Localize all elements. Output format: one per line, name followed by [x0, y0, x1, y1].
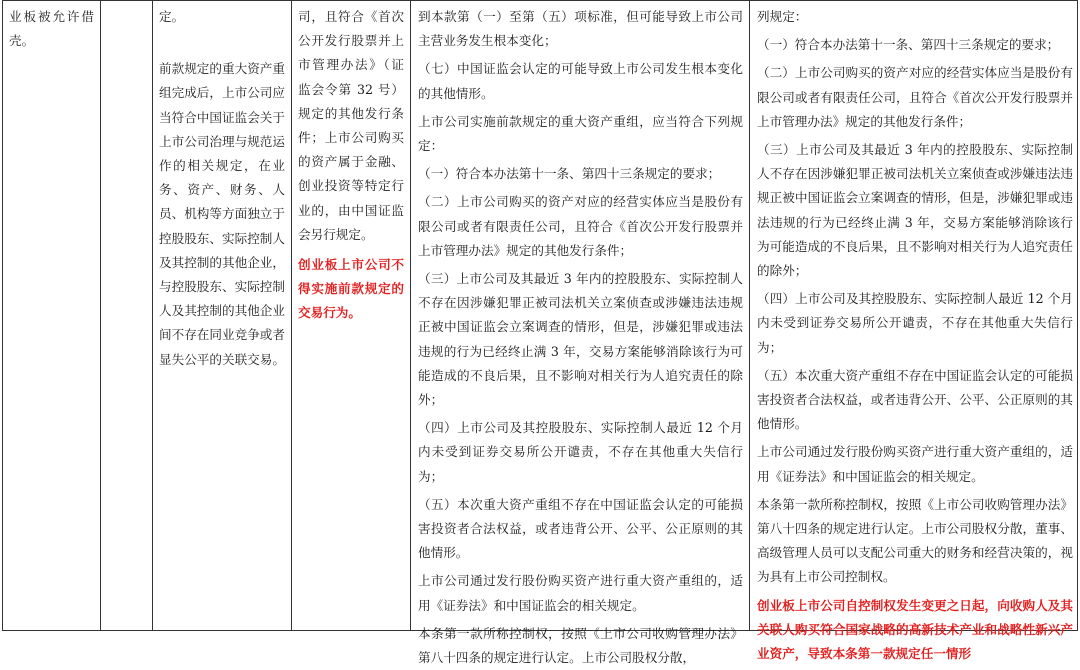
- table-column-3: [153, 1, 292, 630]
- cell-text: 业板被允许借壳。: [9, 9, 94, 49]
- cell-text: 列规定：: [757, 9, 808, 24]
- cell-text: （一）符合本办法第十一条、第四十三条规定的要求；: [418, 166, 721, 182]
- cell-text: （五）本次重大资产重组不存在中国证监会认定的可能损害投资者合法权益，或者违背公开、公平、公正原则的其他情形。: [757, 367, 1073, 432]
- cell-text: 前款规定的重大资产重组完成后，上市公司应当符合中国证监会关于上市公司治理与规范运作的相关规定，在业务、资产、财务、人员、机构等方面独立于控股股东、实际控制人及其控制的其他企业，与控股股东、实际控制人及其控制的其他企业间不存在同业竞争或者显失公平的关联交易。: [159, 61, 285, 367]
- cell-text: 上市公司通过发行股份购买资产进行重大资产重组的，适用《证券法》和中国证监会的相关规定。: [418, 573, 743, 613]
- table-column-6: [750, 1, 1079, 662]
- highlight-text: 创业板上市公司不得实施前款规定的交易行为。: [298, 257, 404, 321]
- cell-text: 到本款第（一）至第（五）项标准，但可能导致上市公司主营业务发生根本变化；: [418, 9, 743, 49]
- cell-text: （七）中国证监会认定的可能导致上市公司发生根本变化的其他情形。: [418, 61, 743, 101]
- cell-text: 本条第一款所称控制权，按照《上市公司收购管理办法》第八十四条的规定进行认定。上市公司股权分散，董事、高级管理人员可以支配公司重大的财务和经营决策的，视为具有上市公司控制权。: [757, 496, 1073, 585]
- cell-text: （三）上市公司及其最近 3 年内的控股股东、实际控制人不存在因涉嫌犯罪正被司法机关立案侦查或涉嫌违法违规正被中国证监会立案调查的情形，但是，涉嫌犯罪或违法违规的行为已经终止满 3 年，交易方案能够消除该行为可能造成的不良后果，且不影响对相关行为人追究责任的除外；: [418, 271, 743, 408]
- cell-text: （一）符合本办法第十一条、第四十三条规定的要求；: [757, 37, 1060, 53]
- table-column-1: [3, 1, 101, 630]
- cell-text: （五）本次重大资产重组不存在中国证监会认定的可能损害投资者合法权益，或者违背公开、公平、公正原则的其他情形。: [418, 496, 743, 561]
- cell-text: 上市公司通过发行股份购买资产进行重大资产重组的，适用《证券法》和中国证监会的相关规定。: [757, 444, 1073, 484]
- cell-text: （二）上市公司购买的资产对应的经营实体应当是股份有限公司或者有限责任公司，且符合《首次公开发行股票并上市管理办法》规定的其他发行条件；: [757, 65, 1073, 129]
- cell-text: （四）上市公司及其控股股东、实际控制人最近 12 个月内未受到证券交易所公开谴责，不存在其他重大失信行为；: [418, 420, 743, 484]
- cell-text: 上市公司实施前款规定的重大资产重组，应当符合下列规定：: [418, 113, 743, 154]
- cell-text: 司，且符合《首次公开发行股票并上市管理办法》（证监会令第 32 号）规定的其他发行条件；上市公司购买的资产属于金融、创业投资等特定行业的，由中国证监会另行规定。: [298, 9, 404, 242]
- cell-text: （四）上市公司及其控股股东、实际控制人最近 12 个月内未受到证券交易所公开谴责，不存在其他重大失信行为；: [757, 291, 1073, 355]
- highlight-text: 创业板上市公司自控制权发生变更之日起，向收购人及其关联人购买符合国家战略的高新技术产业和战略性新兴产业资产，导致本条第一款规定任一情形: [757, 597, 1073, 662]
- cell-text: 本条第一款所称控制权，按照《上市公司收购管理办法》第八十四条的规定进行认定。上市公司股权分散，: [418, 625, 743, 666]
- cell-text: 定。: [159, 9, 185, 24]
- table-column-5: [411, 1, 750, 666]
- table-column-4: [292, 1, 411, 630]
- cell-text: （三）上市公司及其最近 3 年内的控股股东、实际控制人不存在因涉嫌犯罪正被司法机关立案侦查或涉嫌违法违规正被中国证监会立案调查的情形，但是，涉嫌犯罪或违法违规的行为已经终止满 3 年，交易方案能够消除该行为可能造成的不良后果，且不影响对相关行为人追究责任的除外；: [757, 142, 1073, 279]
- table-column-2: [101, 1, 153, 630]
- cell-text: （二）上市公司购买的资产对应的经营实体应当是股份有限公司或者有限责任公司，且符合《首次公开发行股票并上市管理办法》规定的其他发行条件；: [418, 194, 743, 258]
- comparison-table: [2, 0, 1078, 666]
